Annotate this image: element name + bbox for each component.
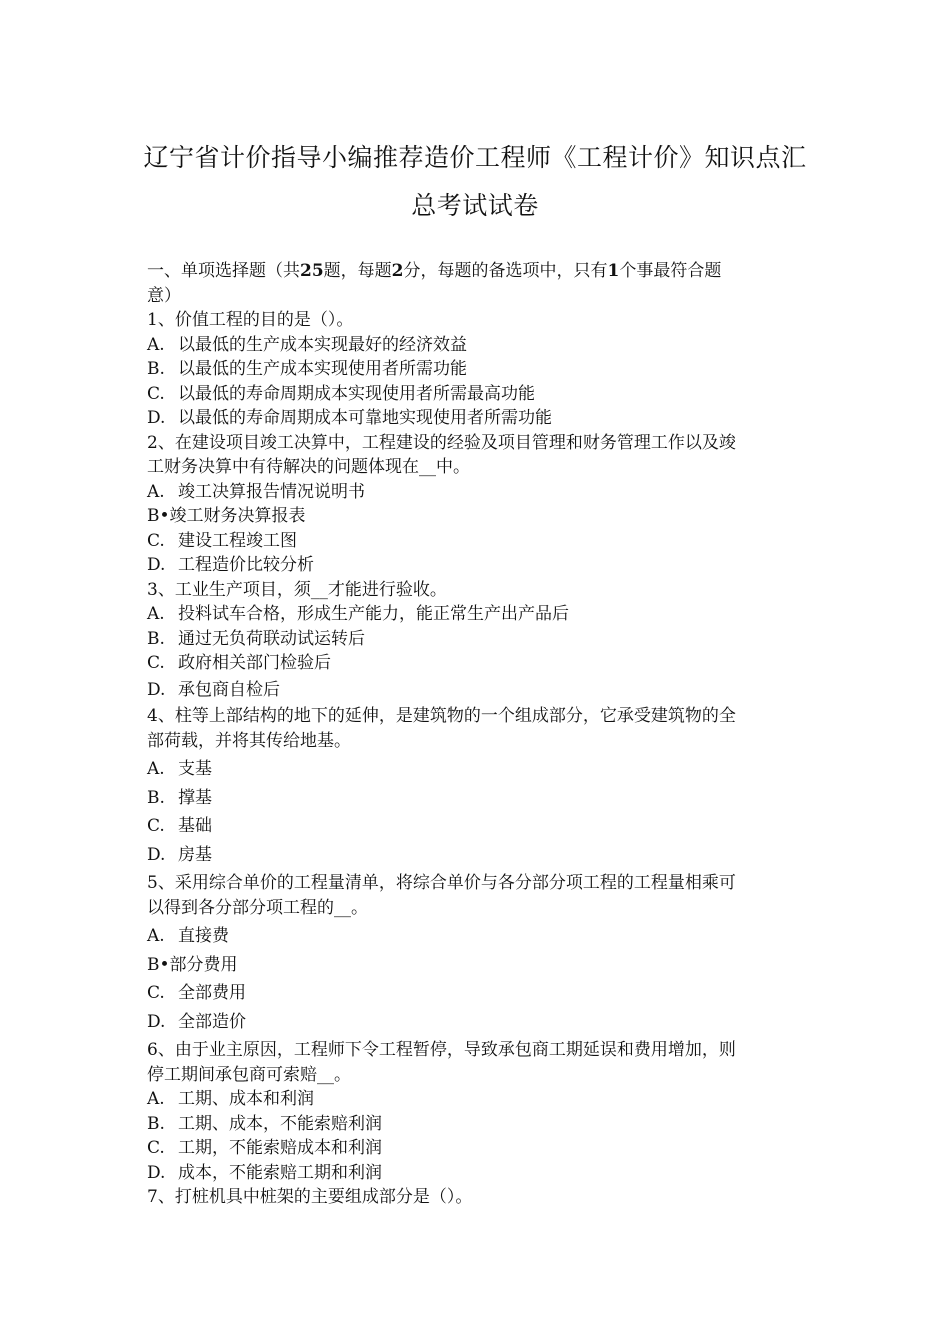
section-heading: 一、单项选择题（共25题，每题2分，每题的备选项中，只有1个事最符合题 (147, 261, 722, 281)
question-2-option-a: A. 竣工决算报告情况说明书 (147, 481, 365, 502)
question-4-stem: 4、柱等上部结构的地下的延伸，是建筑物的一个组成部分，它承受建筑物的全 (147, 706, 736, 726)
question-3-option-c: C. 政府相关部门检验后 (147, 653, 331, 673)
question-2-option-d: D. 工程造价比较分析 (147, 555, 314, 575)
question-6-option-a: A. 工期、成本和利润 (147, 1089, 314, 1109)
question-5-stem-cont: 以得到各分部分项工程的__。 (147, 897, 368, 918)
question-4-option-d: D. 房基 (147, 844, 212, 865)
question-2-stem: 2、在建设项目竣工决算中，工程建设的经验及项目管理和财务管理工作以及竣 (147, 432, 736, 453)
question-5-option-d: D. 全部造价 (147, 1011, 246, 1032)
question-1-option-d: D. 以最低的寿命周期成本可靠地实现使用者所需功能 (147, 408, 552, 428)
question-4-stem-cont: 部荷载，并将其传给地基。 (147, 730, 351, 751)
question-1-option-a: A. 以最低的生产成本实现最好的经济效益 (147, 334, 467, 355)
question-1-option-b: B. 以最低的生产成本实现使用者所需功能 (147, 359, 467, 379)
question-3-option-a: A. 投料试车合格，形成生产能力，能正常生产出产品后 (147, 604, 569, 624)
question-5-stem: 5、采用综合单价的工程量清单，将综合单价与各分部分项工程的工程量相乘可 (147, 873, 736, 893)
question-5-option-c: C. 全部费用 (147, 983, 246, 1003)
section-heading-cont: 意） (147, 285, 181, 306)
question-3-stem: 3、工业生产项目，须__才能进行验收。 (147, 579, 447, 600)
question-3-option-b: B. 通过无负荷联动试运转后 (147, 628, 365, 649)
question-6-option-b: B. 工期、成本，不能索赔利润 (147, 1113, 382, 1134)
question-4-option-a: A. 支基 (147, 759, 212, 779)
question-6-option-c: C. 工期，不能索赔成本和利润 (147, 1138, 382, 1158)
question-6-stem-cont: 停工期间承包商可索赔__。 (147, 1064, 351, 1085)
document-body (147, 259, 817, 1210)
question-5-option-b: B•部分费用 (147, 954, 238, 975)
question-4-option-b: B. 撑基 (147, 787, 212, 808)
question-2-option-c: C. 建设工程竣工图 (147, 530, 297, 551)
document-title-line-2: 总考试试卷 (411, 191, 539, 220)
question-2-option-b: B•竣工财务决算报表 (147, 506, 306, 526)
question-1-stem: 1、价值工程的目的是（）。 (147, 310, 354, 330)
question-6-stem: 6、由于业主原因，工程师下令工程暂停，导致承包商工期延误和费用增加，则 (147, 1040, 736, 1060)
question-3-option-d: D. 承包商自检后 (147, 679, 280, 700)
question-1-option-c: C. 以最低的寿命周期成本实现使用者所需最高功能 (147, 383, 535, 404)
question-6-option-d: D. 成本，不能索赔工期和利润 (147, 1162, 382, 1183)
document-title-line-1: 辽宁省计价指导小编推荐造价工程师《工程计价》知识点汇 (143, 143, 807, 172)
question-2-stem-cont: 工财务决算中有待解决的问题体现在__中。 (147, 457, 470, 477)
question-5-option-a: A. 直接费 (147, 926, 229, 946)
question-7-stem: 7、打桩机具中桩架的主要组成部分是（）。 (147, 1187, 473, 1207)
question-4-option-c: C. 基础 (147, 816, 212, 836)
